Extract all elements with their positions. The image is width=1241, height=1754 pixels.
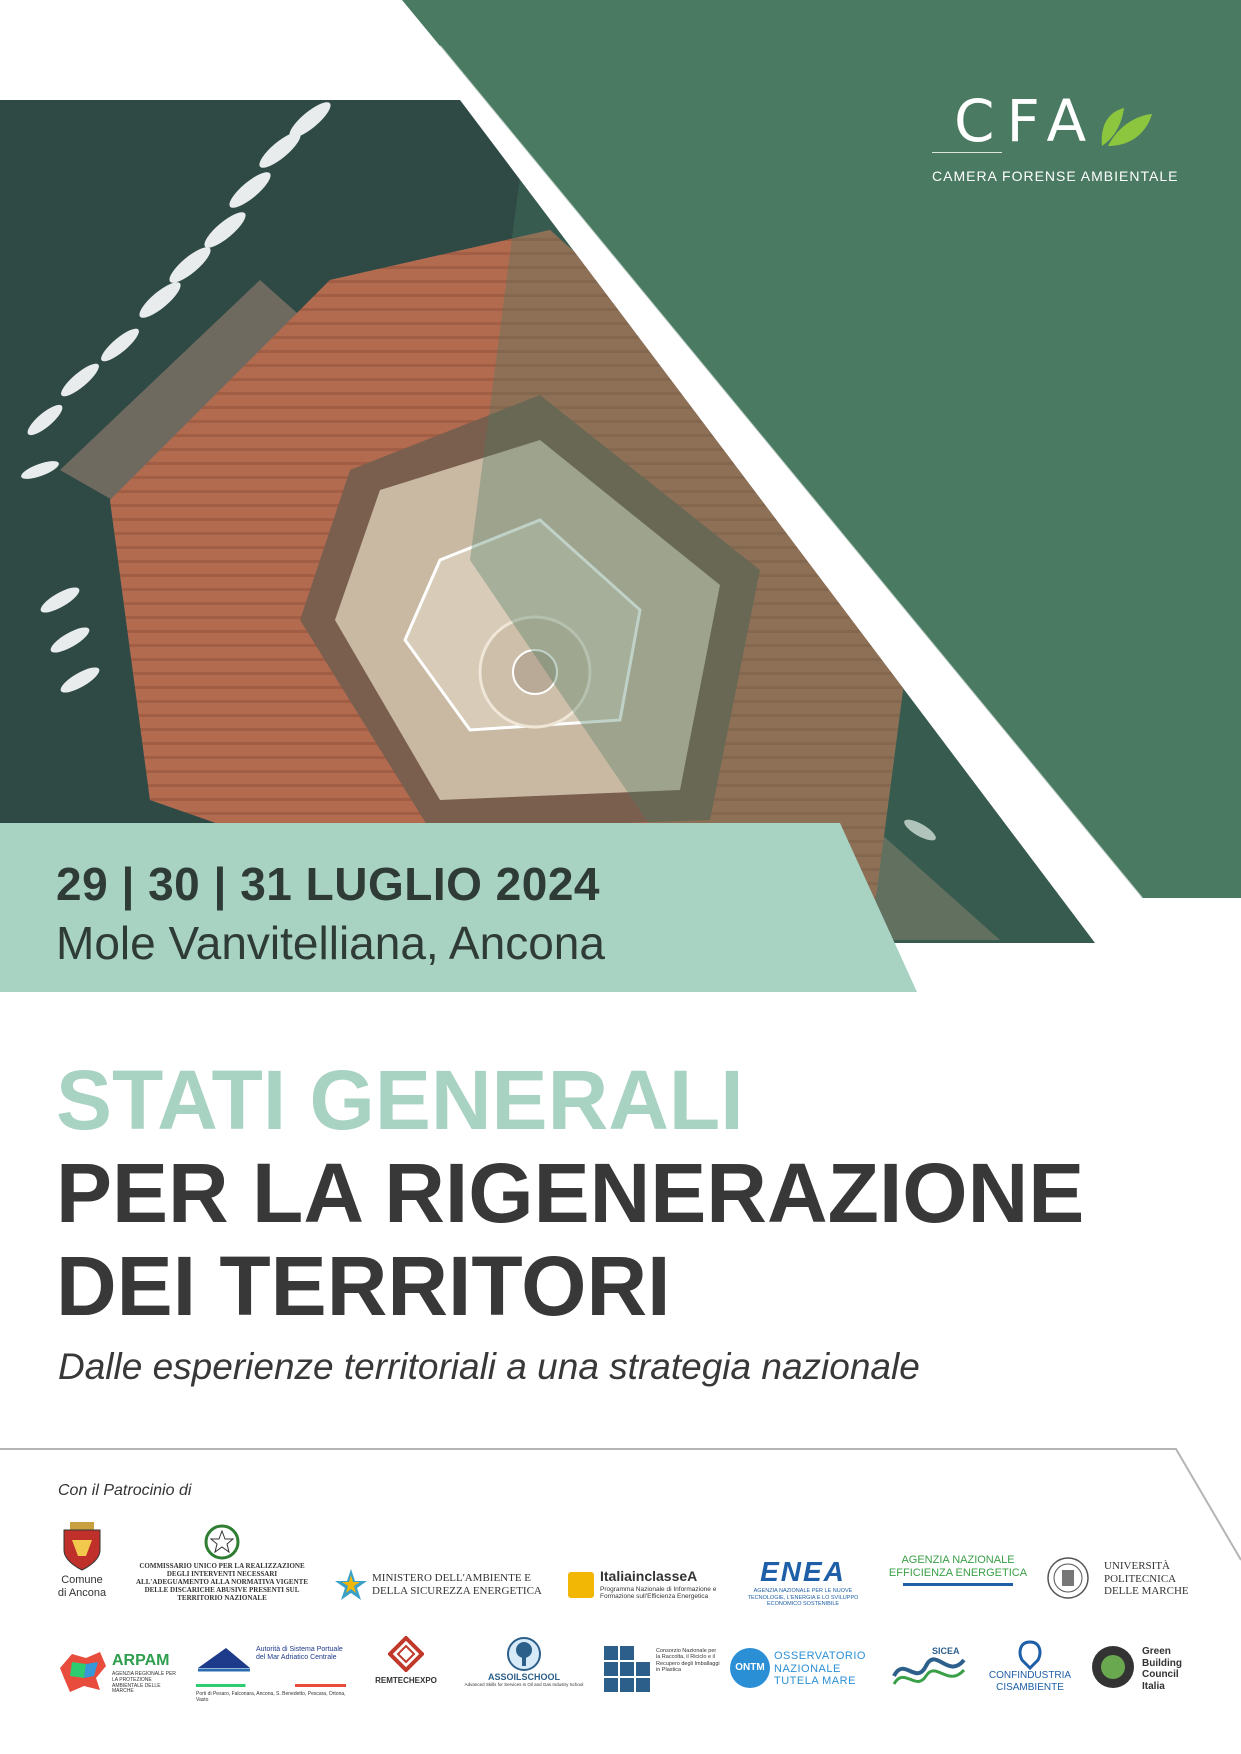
university-seal-icon — [1046, 1556, 1090, 1600]
assoil-logo — [456, 1636, 592, 1688]
star-icon — [334, 1568, 368, 1602]
event-venue: Mole Vanvitelliana, Ancona — [56, 917, 605, 969]
enea-label: ENEA — [760, 1556, 846, 1587]
agenzia-label: AGENZIA NAZIONALE EFFICIENZA ENERGETICA — [888, 1554, 1028, 1579]
sicea-logo — [892, 1646, 972, 1692]
subtitle: Dalle esperienze territoriali a una strategia nazionale — [58, 1346, 920, 1387]
event-dates: 29 | 30 | 31 LUGLIO 2024 — [56, 858, 601, 910]
emblem-icon — [204, 1524, 240, 1560]
porto-label: Autorità di Sistema Portuale del Mar Adriatico Centrale — [256, 1646, 343, 1662]
title-line-3: DEI TERRITORI — [56, 1239, 671, 1333]
confindustria-label: CONFINDUSTRIA CISAMBIENTE — [988, 1670, 1072, 1693]
arpam-label: ARPAM — [112, 1652, 170, 1669]
assoil-sublabel: Advanced Skills for Services in Oil and Gas Industry School — [464, 1682, 584, 1688]
remtech-logo — [366, 1636, 446, 1685]
gbc-label: Green Building Council Italia — [1142, 1646, 1182, 1692]
ministero-label: MINISTERO DELL'AMBIENTE E DELLA SICUREZZA ENERGETICA — [372, 1572, 542, 1597]
italia-label: ItaliainclasseA — [600, 1568, 698, 1584]
cfa-logo-letters: CFA — [954, 87, 1099, 155]
corepla-label: Consorzio Nazionale per la Raccolta, il Riciclo e il Recupero degli Imballaggi in Plastica — [656, 1648, 720, 1673]
comune-label: Comune di Ancona — [57, 1574, 107, 1599]
ontm-title: OSSERVATORIO NAZIONALE TUTELA MARE — [774, 1650, 866, 1688]
porto-sublabel: Porti di Pesaro, Falconara, Ancona, S. Benedetto, Pescara, Ortona, Vasto — [196, 1691, 346, 1703]
ontm-badge: ONTM — [730, 1648, 770, 1688]
title-line-2: PER LA RIGENERAZIONE — [56, 1146, 1085, 1240]
confindustria-logo — [982, 1640, 1078, 1693]
commissario-logo — [132, 1524, 312, 1602]
corepla-icon — [604, 1646, 650, 1692]
tree-icon — [506, 1636, 542, 1672]
gbc-icon — [1090, 1644, 1136, 1690]
cfa-logo — [900, 87, 1179, 192]
arpam-sublabel: AGENZIA REGIONALE PER LA PROTEZIONE AMBIENTALE DELLE MARCHE — [112, 1671, 176, 1695]
univ-label: UNIVERSITÀ POLITECNICA DELLE MARCHE — [1104, 1560, 1189, 1598]
title-line-1: STATI GENERALI — [56, 1053, 744, 1147]
patronage-heading: Con il Patrocinio di — [58, 1482, 192, 1499]
enea-logo — [736, 1556, 870, 1607]
wave-icon — [196, 1644, 252, 1674]
energy-icon — [568, 1572, 594, 1598]
sicea-label: SICEA — [932, 1646, 960, 1656]
remtech-label: REMTECHEXPO — [375, 1676, 437, 1685]
marche-map-icon — [56, 1648, 110, 1694]
commissario-label: COMMISSARIO UNICO PER LA REALIZZAZIONE DEGLI INTERVENTI NECESSARI ALL'ADEGUAMENTO ALLA NORMATIVA VIGENTE DELLE DISCARICHE ABUSIVE PRESENTI SUL TERRITORIO NAZIONALE — [136, 1562, 308, 1603]
italia-sublabel: Programma Nazionale di Informazione e Formazione sull'Efficienza Energetica — [600, 1586, 717, 1601]
coat-of-arms-icon — [60, 1520, 104, 1572]
cfa-logo-subtitle: CAMERA FORENSE AMBIENTALE — [932, 168, 1179, 184]
confindustria-icon — [1016, 1640, 1044, 1670]
assoil-label: ASSOILSCHOOL — [487, 1672, 560, 1682]
remtech-icon — [388, 1636, 424, 1672]
leaf-icon — [1098, 102, 1154, 148]
enea-sublabel: AGENZIA NAZIONALE PER LE NUOVE TECNOLOGIE, L'ENERGIA E LO SVILUPPO ECONOMICO SOSTENIBILE — [747, 1588, 859, 1607]
comune-ancona-logo — [56, 1520, 108, 1600]
agenzia-efficienza-logo — [888, 1554, 1028, 1586]
